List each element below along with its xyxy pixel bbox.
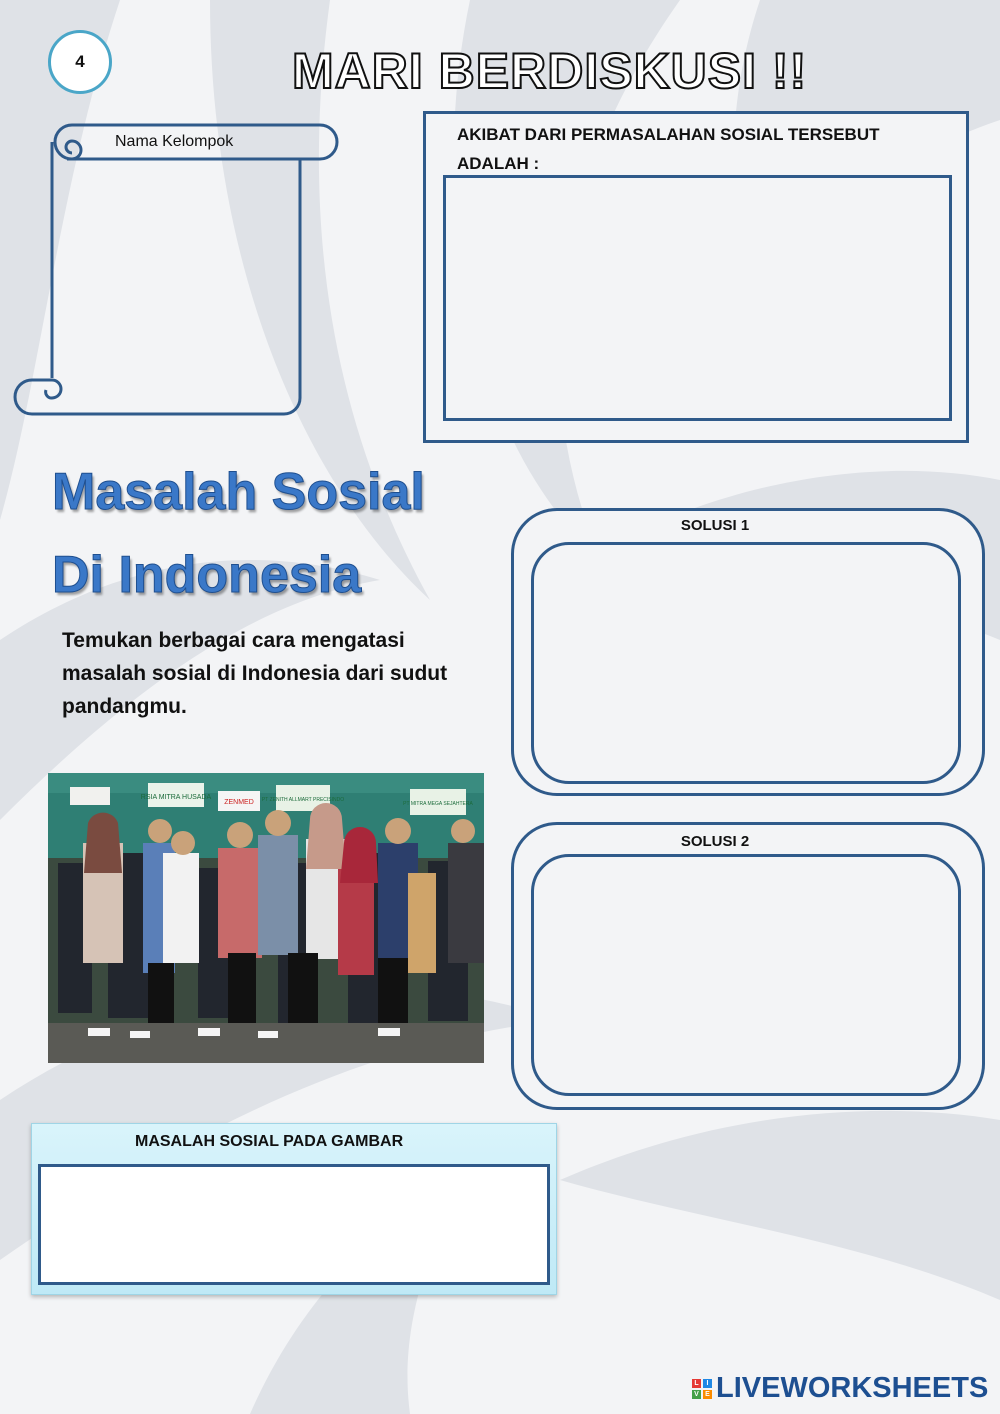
solution-2-answer-field[interactable] (531, 854, 961, 1096)
solution-1-answer-field[interactable] (531, 542, 961, 784)
logo-letter-v: V (692, 1390, 701, 1399)
logo-grid-icon (692, 1379, 712, 1399)
image-problem-label: MASALAH SOSIAL PADA GAMBAR (135, 1133, 404, 1150)
image-problem-answer-field[interactable] (38, 1164, 550, 1285)
heading-line2: Di Indonesia (52, 546, 362, 604)
page-number: 4 (75, 52, 85, 71)
logo-letter-i: I (703, 1379, 712, 1388)
group-name-input[interactable] (62, 170, 290, 370)
consequence-answer-field[interactable] (443, 175, 952, 421)
logo-letter-e: E (703, 1390, 712, 1399)
solution-2-label: SOLUSI 2 (680, 833, 750, 850)
crowd-photo (48, 773, 484, 1063)
consequence-label (457, 120, 937, 178)
solution-1-label: SOLUSI 1 (680, 517, 750, 534)
heading-line1: Masalah Sosial (52, 463, 425, 521)
sign-text-4: PT MITRA MEGA SEJAHTERA (403, 801, 473, 807)
consequence-label-line2: ADALAH : (457, 154, 540, 173)
sign-text-1: RSIA MITRA HUSADA (140, 794, 212, 801)
instruction-text: Temukan berbagai cara mengatasi masalah sosial di Indonesia dari sudut pandangmu. (62, 629, 448, 718)
liveworksheets-logo (692, 1372, 988, 1405)
page-title: MARI BERDISKUSI !! (292, 43, 808, 99)
sign-text-3: PT ZENITH ALLMART PRECISINDO (261, 797, 345, 803)
consequence-label-line1: AKIBAT DARI PERMASALAHAN SOSIAL TERSEBUT (457, 125, 880, 144)
group-name-label: Nama Kelompok (115, 133, 234, 150)
page-number-badge (48, 30, 112, 94)
sign-text-2: ZENMED (224, 799, 254, 806)
logo-letter-l: L (692, 1379, 701, 1388)
logo-text: LIVEWORKSHEETS (716, 1372, 989, 1404)
